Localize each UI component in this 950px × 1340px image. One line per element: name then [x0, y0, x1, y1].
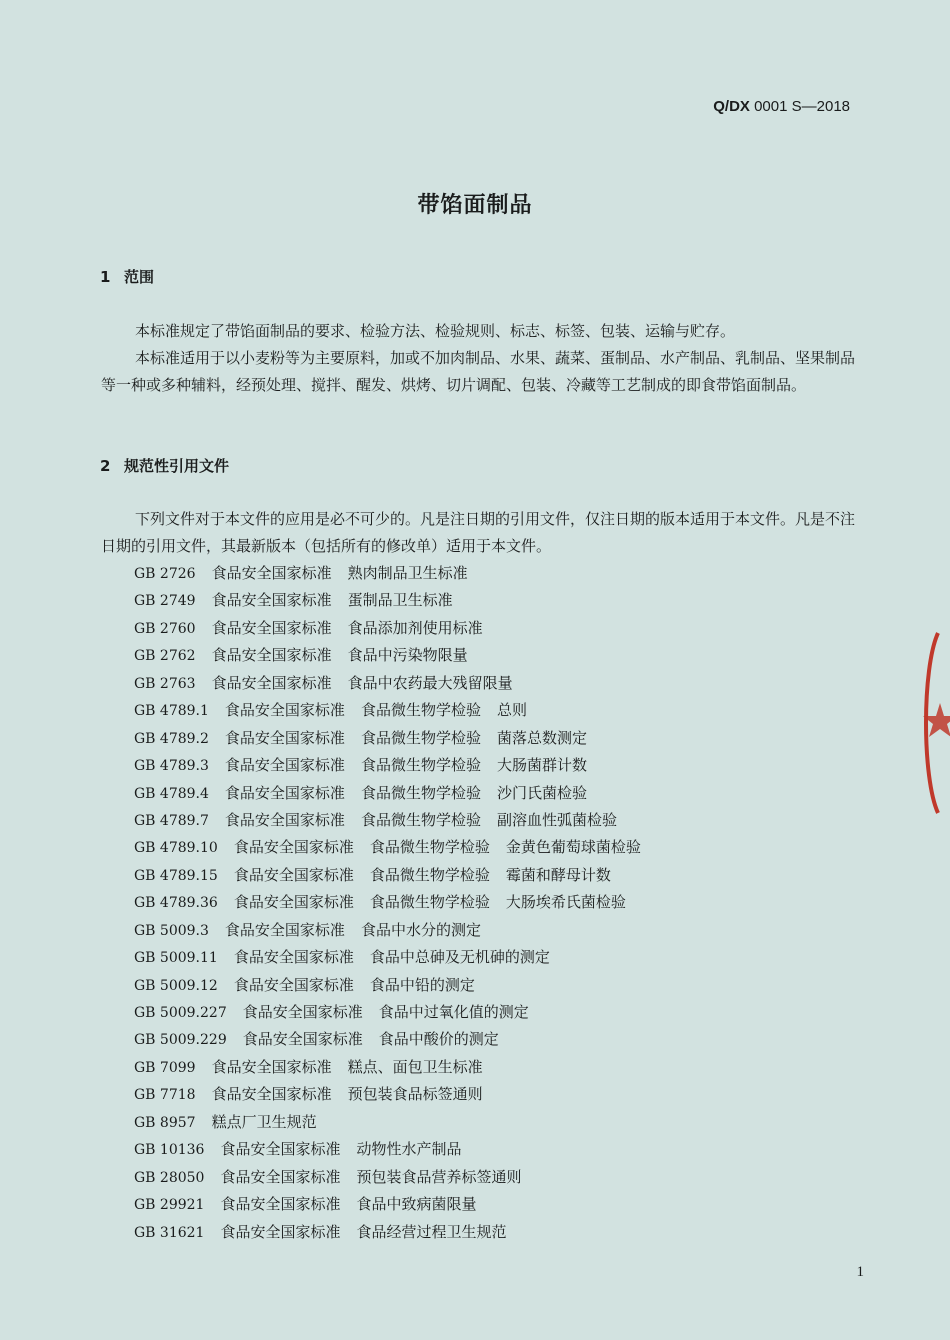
reference-title-part: 食品安全国家标准 [220, 1222, 341, 1241]
reference-item [134, 1136, 657, 1163]
reference-item [134, 834, 657, 861]
reference-code: GB 2760 [134, 620, 196, 637]
reference-title-part: 食品微生物学检验 [360, 701, 481, 720]
reference-title-part: 总则 [496, 701, 527, 720]
reference-item [134, 1191, 657, 1218]
reference-title-part: 食品微生物学检验 [369, 865, 490, 884]
reference-item [134, 1026, 657, 1053]
reference-code: GB 4789.15 [134, 867, 218, 884]
reference-title-part: 食品安全国家标准 [220, 1140, 341, 1159]
reference-title-part: 食品安全国家标准 [211, 673, 332, 692]
document-code-prefix: Q/DX [713, 98, 750, 115]
reference-title-part: 食品中总砷及无机砷的测定 [369, 948, 550, 967]
reference-title-part: 沙门氏菌检验 [496, 783, 587, 802]
reference-title-part: 糕点厂卫生规范 [211, 1112, 317, 1131]
reference-code: GB 4789.3 [134, 758, 209, 775]
reference-title-part: 食品安全国家标准 [233, 948, 354, 967]
reference-code: GB 4789.7 [134, 812, 209, 829]
reference-title-part: 大肠埃希氏菌检验 [505, 893, 626, 912]
reference-title-part: 食品安全国家标准 [211, 1057, 332, 1076]
reference-item [134, 1109, 657, 1136]
reference-code: GB 28050 [134, 1169, 205, 1186]
reference-title-part: 食品安全国家标准 [242, 1003, 363, 1021]
reference-item [134, 1081, 657, 1108]
reference-item [134, 862, 657, 889]
reference-title-part: 食品微生物学检验 [360, 756, 481, 775]
reference-title-part: 食品中农药最大残留限量 [347, 673, 513, 692]
reference-title-part: 食品安全国家标准 [233, 975, 354, 994]
reference-code: GB 4789.2 [134, 730, 209, 747]
reference-title-part: 食品安全国家标准 [224, 810, 345, 829]
reference-title-part: 食品安全国家标准 [211, 618, 332, 637]
section-number: 1 [100, 268, 111, 286]
reference-title-part: 食品中铅的测定 [369, 975, 475, 994]
section-title: 规范性引用文件 [124, 457, 230, 475]
reference-code: GB 2763 [134, 675, 196, 692]
reference-item [134, 807, 657, 834]
reference-code: GB 4789.1 [134, 703, 209, 720]
reference-title-part: 食品安全国家标准 [211, 564, 332, 582]
reference-title-part: 食品微生物学检验 [360, 728, 481, 747]
normative-references-list [134, 560, 657, 1246]
reference-code: GB 2726 [134, 566, 196, 582]
reference-item [134, 999, 657, 1026]
reference-item [134, 560, 657, 587]
reference-title-part: 食品中酸价的测定 [378, 1030, 499, 1049]
scope-paragraph-1: 本标准规定了带馅面制品的要求、检验方法、检验规则、标志、标签、包装、运输与贮存。 [135, 322, 736, 340]
section-number: 2 [100, 457, 111, 475]
reference-title-part: 食品安全国家标准 [233, 865, 354, 884]
reference-code: GB 2749 [134, 593, 196, 610]
section-heading-scope [100, 266, 154, 287]
reference-item [134, 889, 657, 916]
reference-title-part: 食品中致病菌限量 [356, 1195, 477, 1214]
reference-item [134, 615, 657, 642]
reference-title-part: 食品经营过程卫生规范 [356, 1222, 507, 1241]
official-seal-stamp [918, 628, 950, 818]
reference-title-part: 食品微生物学检验 [360, 810, 481, 829]
reference-item [134, 587, 657, 614]
reference-title-part: 食品安全国家标准 [211, 591, 332, 610]
reference-item [134, 725, 657, 752]
reference-title-part: 食品安全国家标准 [224, 728, 345, 747]
reference-title-part: 食品安全国家标准 [224, 920, 345, 939]
reference-title-part: 食品安全国家标准 [220, 1195, 341, 1214]
reference-code: GB 10136 [134, 1142, 205, 1159]
reference-item [134, 780, 657, 807]
document-code-suffix: 0001 S—2018 [749, 98, 850, 115]
reference-title-part: 食品微生物学检验 [369, 893, 490, 912]
reference-title-part: 大肠菌群计数 [496, 756, 587, 775]
reference-code: GB 5009.227 [134, 1005, 227, 1021]
reference-title-part: 食品添加剂使用标准 [347, 618, 483, 637]
reference-code: GB 5009.3 [134, 922, 209, 939]
scope-paragraph-2: 本标准适用于以小麦粉等为主要原料，加或不加肉制品、水果、蔬菜、蛋制品、水产制品、乳制品、坚果制品等一种或多种辅料，经预处理、搅拌、醒发、烘烤、切片调配、包装、冷藏等工艺制成的即食带馅面制品。 [101, 349, 856, 394]
reference-title-part: 食品安全国家标准 [224, 783, 345, 802]
reference-title-part: 霉菌和酵母计数 [505, 865, 611, 884]
reference-code: GB 7718 [134, 1087, 196, 1104]
reference-item [134, 697, 657, 724]
reference-item [134, 1219, 657, 1246]
reference-code: GB 5009.11 [134, 950, 218, 967]
reference-title-part: 糕点、面包卫生标准 [347, 1057, 483, 1076]
reference-title-part: 蛋制品卫生标准 [347, 591, 453, 610]
reference-item [134, 752, 657, 779]
reference-title-part: 副溶血性弧菌检验 [496, 810, 617, 829]
reference-title-part: 食品中污染物限量 [347, 646, 468, 665]
reference-title-part: 食品安全国家标准 [211, 646, 332, 665]
reference-title-part: 食品安全国家标准 [233, 893, 354, 912]
section-heading-references [100, 455, 229, 476]
reference-code: GB 8957 [134, 1114, 196, 1131]
reference-code: GB 29921 [134, 1197, 205, 1214]
reference-item [134, 670, 657, 697]
reference-title-part: 熟肉制品卫生标准 [347, 564, 468, 582]
reference-item [134, 642, 657, 669]
references-intro-paragraph: 下列文件对于本文件的应用是必不可少的。凡是注日期的引用文件，仅注日期的版本适用于本文件。凡是不注日期的引用文件，其最新版本（包括所有的修改单）适用于本文件。 [101, 510, 856, 555]
reference-code: GB 7099 [134, 1059, 196, 1076]
reference-code: GB 4789.10 [134, 840, 218, 857]
reference-code: GB 4789.4 [134, 785, 209, 802]
reference-code: GB 5009.229 [134, 1032, 227, 1049]
reference-title-part: 食品中水分的测定 [360, 920, 481, 939]
reference-title-part: 食品安全国家标准 [224, 756, 345, 775]
reference-item [134, 1164, 657, 1191]
reference-title-part: 食品安全国家标准 [233, 838, 354, 857]
reference-item [134, 944, 657, 971]
reference-title-part: 食品微生物学检验 [360, 783, 481, 802]
document-code [713, 98, 850, 115]
reference-title-part: 动物性水产制品 [356, 1140, 462, 1159]
section-title: 范围 [124, 268, 155, 286]
reference-title-part: 预包装食品营养标签通则 [356, 1167, 522, 1186]
reference-title-part: 金黄色葡萄球菌检验 [505, 838, 641, 857]
reference-title-part: 食品安全国家标准 [242, 1030, 363, 1049]
page-number: 1 [856, 1264, 864, 1280]
reference-title-part: 食品安全国家标准 [211, 1085, 332, 1104]
reference-item [134, 1054, 657, 1081]
reference-item [134, 917, 657, 944]
reference-title-part: 食品安全国家标准 [224, 701, 345, 720]
reference-code: GB 4789.36 [134, 895, 218, 912]
document-title: 带馅面制品 [417, 193, 533, 218]
reference-code: GB 2762 [134, 648, 196, 665]
reference-title-part: 食品安全国家标准 [220, 1167, 341, 1186]
reference-code: GB 5009.12 [134, 977, 218, 994]
reference-title-part: 预包装食品标签通则 [347, 1085, 483, 1104]
reference-code: GB 31621 [134, 1224, 205, 1241]
reference-title-part: 食品微生物学检验 [369, 838, 490, 857]
reference-title-part: 食品中过氧化值的测定 [378, 1003, 529, 1021]
reference-item [134, 972, 657, 999]
reference-title-part: 菌落总数测定 [496, 728, 587, 747]
